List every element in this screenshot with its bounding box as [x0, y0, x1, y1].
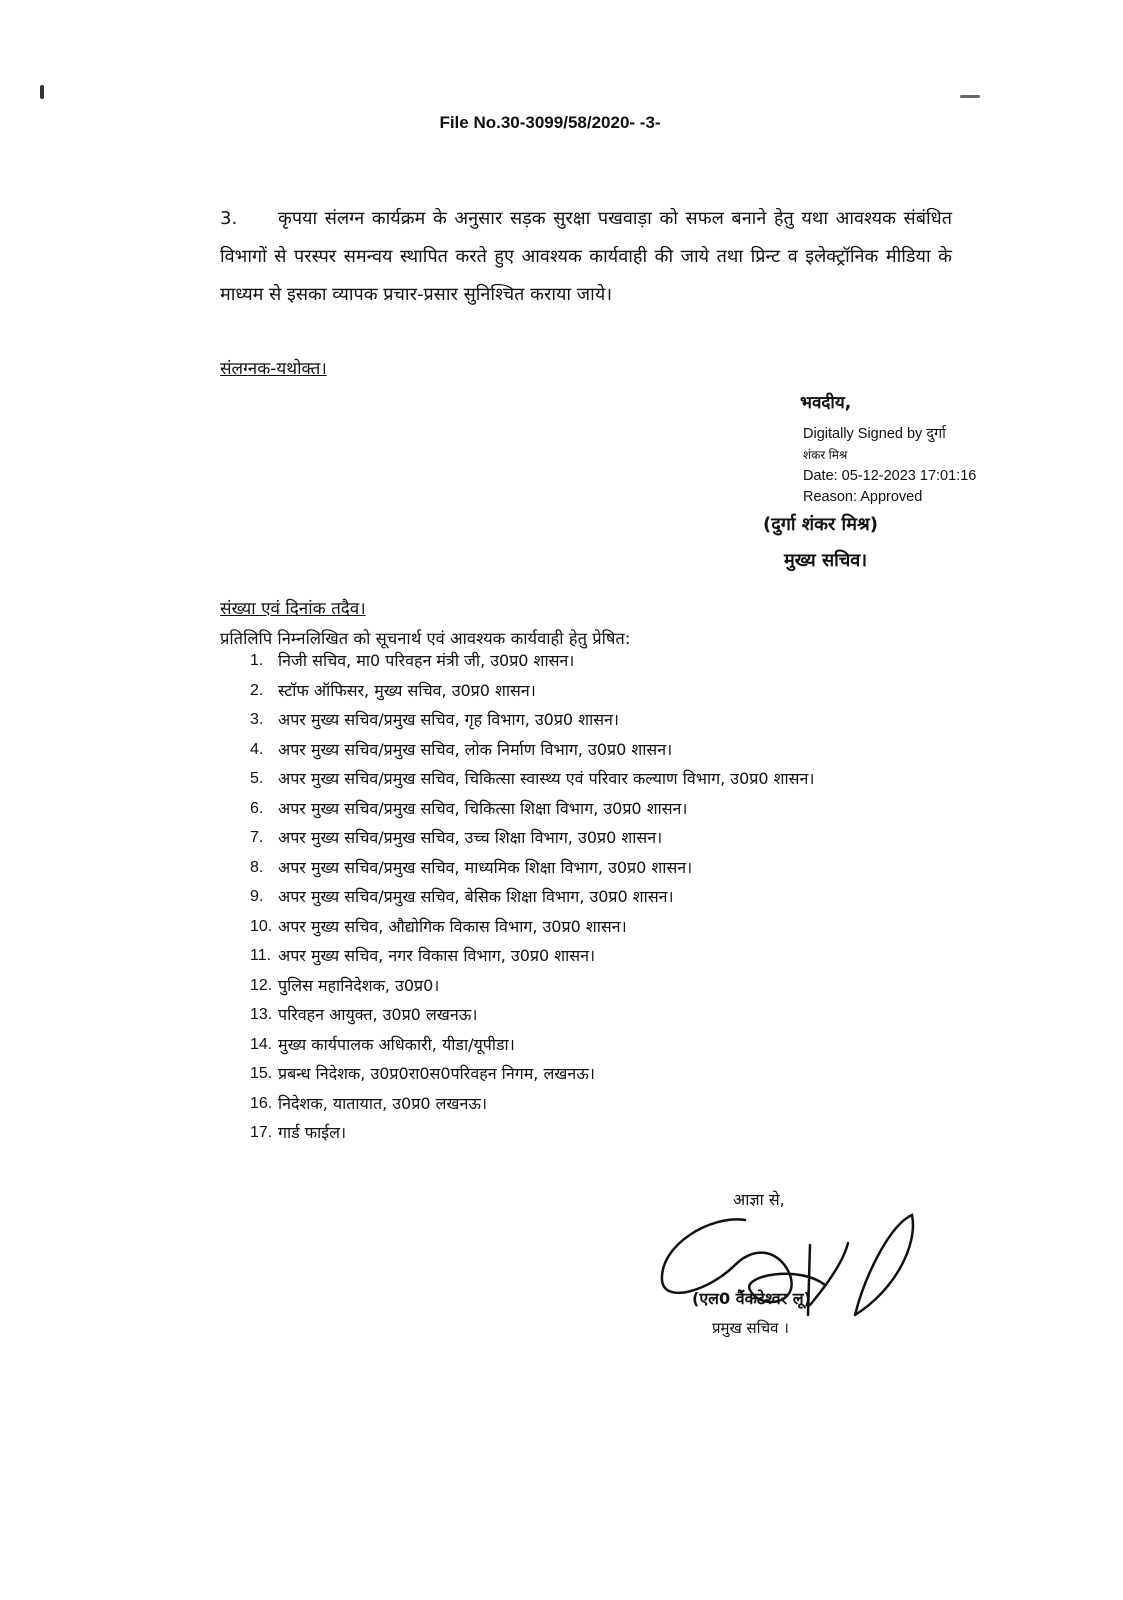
- list-item: 5. अपर मुख्य सचिव/प्रमुख सचिव, चिकित्सा स्वास्थ्य एवं परिवार कल्याण विभाग, उ0प्र0 शासन।: [250, 769, 815, 788]
- list-item: 8. अपर मुख्य सचिव/प्रमुख सचिव, माध्यमिक शिक्षा विभाग, उ0प्र0 शासन।: [250, 857, 693, 877]
- digital-reason: Reason: Approved: [803, 489, 923, 505]
- digital-signed-by: Digitally Signed by दुर्गा: [803, 426, 946, 442]
- list-item: 1. निजी सचिव, मा0 परिवहन मंत्री जी, उ0प्र0 शासन।: [250, 651, 575, 670]
- enclosure-note: संलग्नक-यथोक्त।: [220, 359, 327, 379]
- paragraph-text: कृपया संलग्न कार्यक्रम के अनुसार सड़क सुरक्षा पखवाड़ा को सफल बनाने हेतु यथा आवश्यक संबंधित विभागों से परस्पर समन्वय स्थापित करते हुए आवश्यक कार्यवाही की जाये तथा प्रिन्ट व इलेक्ट्रॉनिक मीडिया के माध्यम से इसका व्यापक प्रचार-प्रसार सुनिश्चित कराया जाये।: [220, 208, 952, 305]
- list-item: 10. अपर मुख्य सचिव, औद्योगिक विकास विभाग, उ0प्र0 शासन।: [250, 916, 627, 936]
- officer-designation: प्रमुख सचिव ।: [712, 1319, 789, 1337]
- list-item: 3. अपर मुख्य सचिव/प्रमुख सचिव, गृह विभाग, उ0प्र0 शासन।: [250, 710, 619, 729]
- by-order-text: आज्ञा से,: [733, 1190, 785, 1209]
- paragraph-3: [220, 200, 952, 314]
- signatory-designation: मुख्य सचिव।: [784, 550, 868, 571]
- file-number-header: File No.30-3099/58/2020- -3-: [439, 113, 661, 132]
- list-item: 12. पुलिस महानिदेशक, उ0प्र0।: [250, 975, 440, 995]
- list-item: 2. स्टॉफ ऑफिसर, मुख्य सचिव, उ0प्र0 शासन।: [250, 680, 536, 700]
- list-item: 9. अपर मुख्य सचिव/प्रमुख सचिव, बेसिक शिक्षा विभाग, उ0प्र0 शासन।: [250, 887, 674, 906]
- officer-name: (एल0 वैंकटेश्वर लू): [692, 1289, 811, 1308]
- list-item: 14. मुख्य कार्यपालक अधिकारी, यीडा/यूपीडा।: [250, 1034, 515, 1054]
- handwritten-signature: [650, 1195, 930, 1345]
- digital-signature-stamp: [803, 424, 976, 508]
- scan-mark: [40, 85, 44, 99]
- list-item: 6. अपर मुख्य सचिव/प्रमुख सचिव, चिकित्सा शिक्षा विभाग, उ0प्र0 शासन।: [250, 798, 688, 818]
- signatory-name: (दुर्गा शंकर मिश्र): [763, 514, 878, 535]
- list-item: 13. परिवहन आयुक्त, उ0प्र0 लखनऊ।: [250, 1005, 478, 1024]
- list-item: 11. अपर मुख्य सचिव, नगर विकास विभाग, उ0प्र0 शासन।: [250, 946, 596, 965]
- digital-date: Date: 05-12-2023 17:01:16: [803, 468, 977, 484]
- copy-recipient-list: [250, 646, 910, 1148]
- list-item: 17. गार्ड फाईल।: [250, 1123, 347, 1142]
- list-item: 4. अपर मुख्य सचिव/प्रमुख सचिव, लोक निर्माण विभाग, उ0प्र0 शासन।: [250, 739, 673, 759]
- paragraph-number: 3.: [220, 208, 238, 229]
- digital-signer-name: शंकर मिश्र: [803, 448, 848, 462]
- list-item: 16. निदेशक, यातायात, उ0प्र0 लखनऊ।: [250, 1093, 488, 1113]
- reference-heading: संख्या एवं दिनांक तदैव।: [220, 599, 366, 619]
- copy-intro: प्रतिलिपि निम्नलिखित को सूचनार्थ एवं आवश्यक कार्यवाही हेतु प्रेषित:: [220, 629, 631, 648]
- salutation: भवदीय,: [800, 393, 852, 413]
- list-item: 7. अपर मुख्य सचिव/प्रमुख सचिव, उच्च शिक्षा विभाग, उ0प्र0 शासन।: [250, 828, 663, 847]
- scan-mark: [960, 95, 980, 98]
- list-item: 15. प्रबन्ध निदेशक, उ0प्र0रा0स0परिवहन निगम, लखनऊ।: [250, 1064, 595, 1083]
